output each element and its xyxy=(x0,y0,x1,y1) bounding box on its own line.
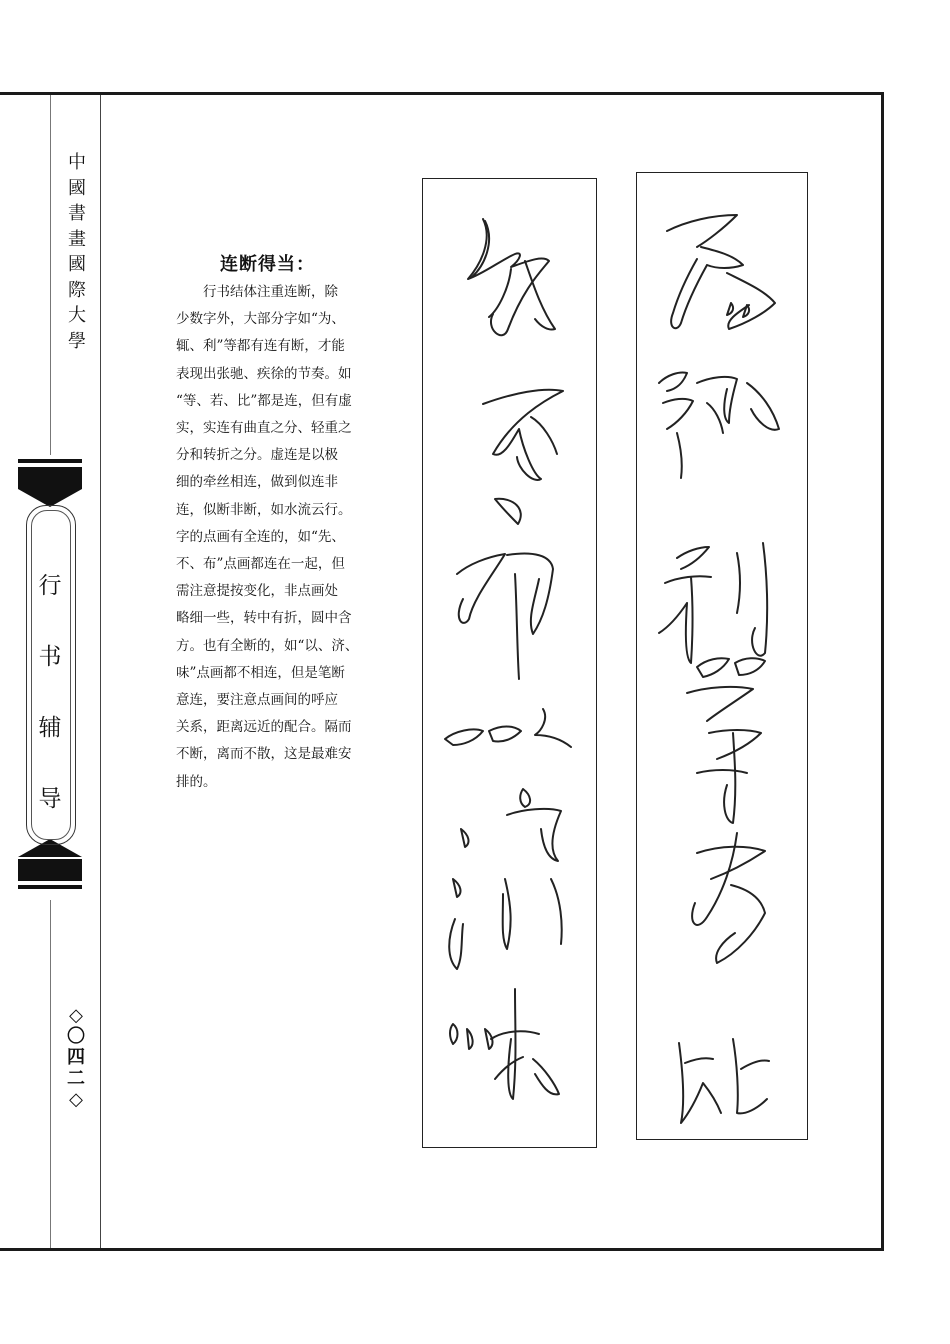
page-number-char: ◇ xyxy=(69,1005,83,1026)
section-title-char: 导 xyxy=(38,786,62,812)
sidebar-thin-rule-top xyxy=(50,95,51,455)
series-title-char: 國 xyxy=(68,254,86,275)
series-title-char: 中 xyxy=(68,152,86,173)
sidebar-thin-rule-bottom xyxy=(50,900,51,1248)
essay-line: 实，实连有曲直之分、轻重之 xyxy=(176,420,352,437)
essay-line: 需注意提按变化，非点画处 xyxy=(176,583,338,600)
essay-line: 关系，距离远近的配合。隔而 xyxy=(176,719,352,736)
calligraphy-panel-right xyxy=(636,172,808,1140)
essay-line: 排的。 xyxy=(176,773,217,790)
sidebar-divider xyxy=(100,95,101,1248)
page-frame-bottom xyxy=(0,1248,884,1251)
essay-line: 辄、利”等都有连有断，才能 xyxy=(176,338,345,355)
essay-line: 字的点画有全连的，如“先、 xyxy=(176,528,345,545)
series-title-char: 大 xyxy=(68,305,86,326)
essay-line: 味”点画都不相连，但是笔断 xyxy=(176,664,345,681)
section-title-char: 书 xyxy=(38,644,62,670)
series-title xyxy=(62,150,92,354)
section-title-char: 行 xyxy=(38,573,62,599)
essay-line: 少数字外，大部分字如“为、 xyxy=(176,311,345,328)
essay-line: 不、布”点画都连在一起，但 xyxy=(176,556,345,573)
essay-line: 细的牵丝相连，做到似连非 xyxy=(176,474,338,491)
page-frame-right xyxy=(881,92,884,1251)
page-number-char: 四 xyxy=(67,1047,85,1068)
essay-line: “等、若、比”都是连，但有虚 xyxy=(176,392,352,409)
banner-cap-bottom xyxy=(18,859,82,881)
page-number-char: 二 xyxy=(67,1068,85,1089)
series-title-char: 國 xyxy=(68,177,86,199)
banner-band-bottom xyxy=(18,885,82,889)
calligraphy-left-icon xyxy=(423,179,595,1146)
page-number-char: ◇ xyxy=(69,1089,83,1110)
page-number xyxy=(58,1005,94,1110)
page-number-char: 〇 xyxy=(67,1026,85,1047)
calligraphy-right-icon xyxy=(637,173,806,1138)
calligraphy-panel-left xyxy=(422,178,597,1148)
essay-line: 意连，要注意点画间的呼应 xyxy=(176,692,338,709)
section-title-char: 辅 xyxy=(38,715,62,741)
series-title-char: 學 xyxy=(68,330,86,352)
essay-line: 分和转折之分。虚连是以极 xyxy=(176,447,338,464)
essay-line: 表现出张驰、疾徐的节奏。如 xyxy=(176,365,352,382)
essay-line: 方。也有全断的，如“以、济、 xyxy=(176,637,359,654)
series-title-char: 書 xyxy=(68,203,86,224)
essay-heading: 连断得当： xyxy=(220,254,315,275)
essay-line: 连，似断非断，如水流云行。 xyxy=(176,501,352,518)
essay-body xyxy=(176,279,390,796)
essay-line: 略细一些，转中有折，圆中含 xyxy=(176,610,352,627)
series-title-char: 畫 xyxy=(68,228,86,250)
essay-line: 不断，离而不散，这是最难安 xyxy=(176,746,352,763)
page-frame-top xyxy=(0,92,884,95)
section-banner xyxy=(18,455,82,893)
series-title-char: 際 xyxy=(68,279,86,301)
section-title xyxy=(18,551,82,835)
essay-line: 行书结体注重连断，除 xyxy=(203,284,338,300)
